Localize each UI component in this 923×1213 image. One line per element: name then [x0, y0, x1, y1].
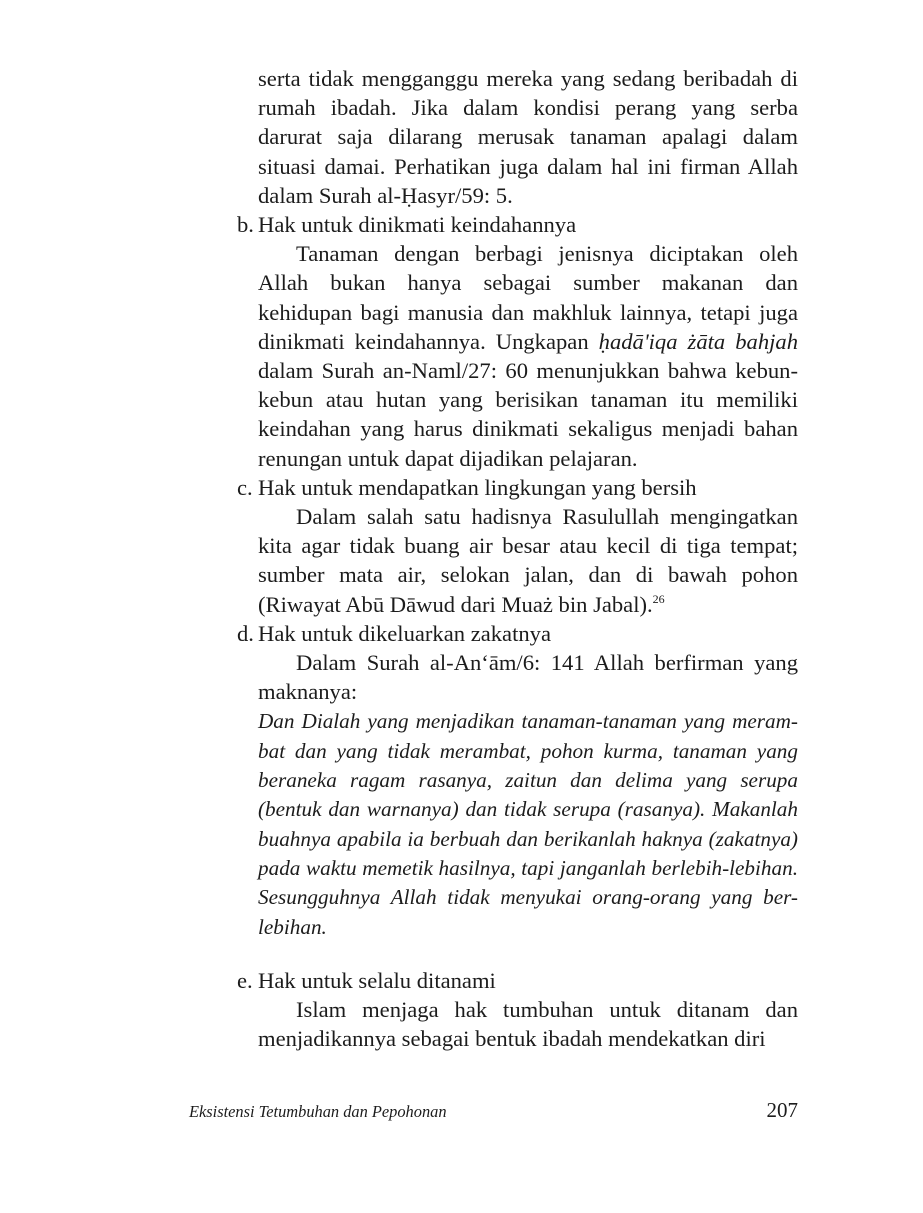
paragraph-text: Tanaman dengan berbagi jenisnya diciptakan oleh Allah bukan hanya sebagai sumber makanan dan kehidupan bagi manusia dan makhluk lainnya, tetapi juga dinikmati keindahannya. Ungkapan: [258, 241, 798, 354]
section-d-paragraph: Dalam Surah al-An‘ām/6: 141 Allah berfirman yang maknanya:: [258, 650, 798, 705]
page-number: 207: [766, 1098, 798, 1122]
quran-translation-quote: Dan Dialah yang menjadikan tanaman-tanaman yang meram-bat dan yang tidak merambat, pohon kurma, tanaman yang beraneka ragam rasanya, zaitun dan delima yang serupa (bentuk dan warnanya) dan tidak serupa (rasanya). Makanlah buahnya apabila ia berbuah dan berikanlah haknya (zakatnya) pada waktu memetik hasilnya, tapi janganlah berlebih-lebihan. Sesungguhnya Allah tidak menyukai orang-orang yang ber-lebihan.: [258, 709, 798, 939]
section-title: Hak untuk mendapatkan lingkungan yang bersih: [258, 474, 697, 500]
section-letter: e.: [237, 967, 253, 993]
section-heading-d: [237, 619, 798, 648]
spacer: [258, 942, 798, 966]
section-heading-c: [237, 473, 798, 502]
section-letter: d.: [237, 620, 254, 646]
section-letter: b.: [237, 212, 254, 238]
footnote-marker[interactable]: 26: [652, 591, 665, 606]
continuation-paragraph: serta tidak mengganggu mereka yang sedang beribadah di rumah ibadah. Jika dalam kondisi perang yang serba darurat saja dilarang merusak tanaman apalagi dalam situasi damai. Perhatikan juga dalam hal ini firman Allah dalam Surah al-Ḥasyr/59: 5.: [258, 66, 798, 208]
arabic-phrase: ḥadā'iqa żāta bahjah: [598, 328, 798, 354]
paragraph-text: Dalam salah satu hadisnya Rasulullah mengingatkan kita agar tidak buang air besar atau kecil di tiga tempat; sumber mata air, selokan jalan, dan di bawah pohon (Riwayat Abū Dāwud dari Muaż bin Jabal).: [258, 504, 798, 617]
section-heading-b: [237, 210, 798, 239]
section-title: Hak untuk selalu ditanami: [258, 967, 496, 993]
section-heading-e: [237, 966, 798, 995]
running-title: Eksistensi Tetumbuhan dan Pepohonan: [189, 1102, 447, 1121]
page-footer: [189, 1098, 798, 1128]
section-title: Hak untuk dikeluarkan zakatnya: [258, 620, 551, 646]
page-body: [237, 64, 798, 1053]
paragraph-text: dalam Surah an-Naml/27: 60 menunjukkan bahwa kebun-kebun atau hutan yang berisikan tanaman itu memiliki keindahan yang harus dinikmati sekaligus menjadi bahan renungan untuk dapat dijadikan pelajaran.: [258, 358, 798, 471]
section-e-paragraph: Islam menjaga hak tumbuhan untuk ditanam dan menjadikannya sebagai bentuk ibadah mendekatkan diri: [258, 997, 798, 1052]
section-c-paragraph: [258, 502, 798, 619]
section-b-paragraph: [258, 239, 798, 473]
section-letter: c.: [237, 474, 253, 500]
section-title: Hak untuk dinikmati keindahannya: [258, 212, 577, 238]
